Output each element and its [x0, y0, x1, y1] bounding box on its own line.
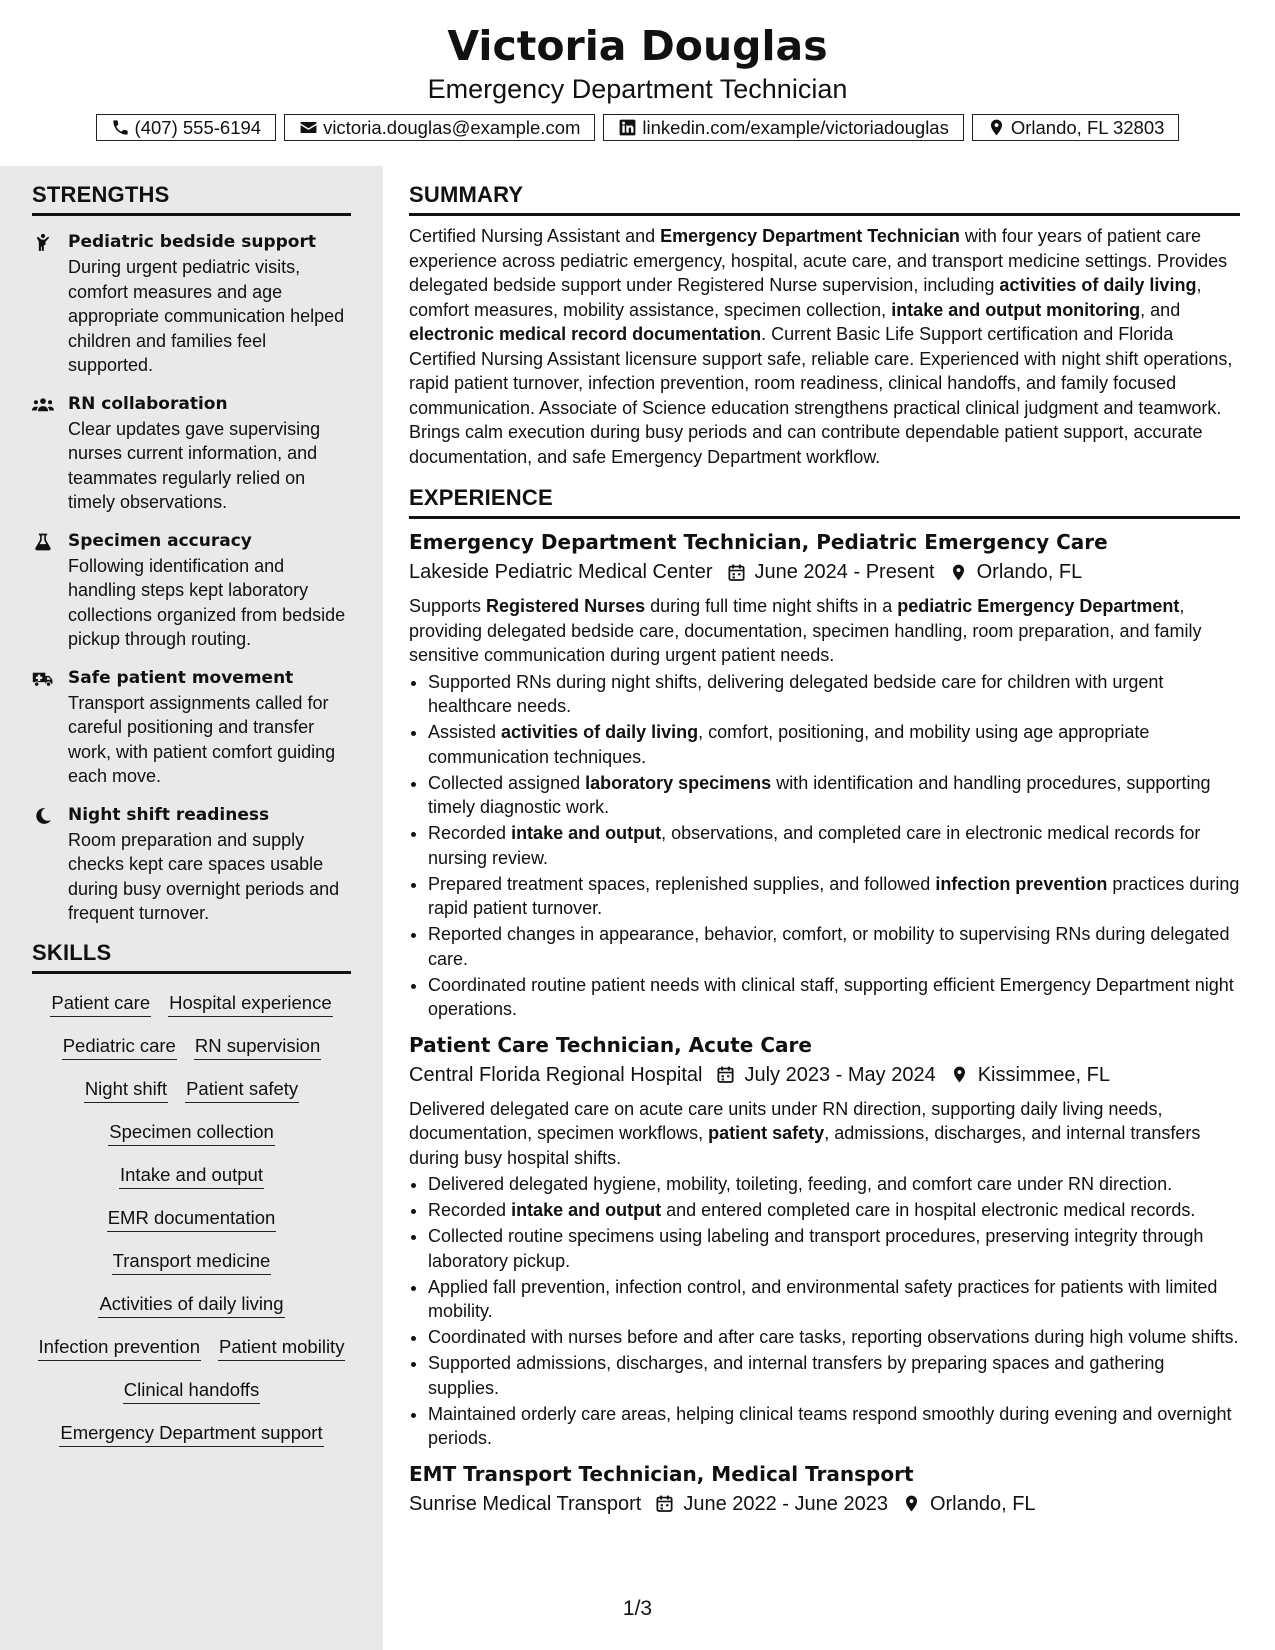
job-location: Orlando, FL [929, 1492, 1036, 1515]
contact-row [0, 114, 1275, 141]
job-bullet: • Maintained orderly care areas, helping clinical teams respond smoothly during evening and overnight periods. [428, 1402, 1240, 1451]
candidate-name: Victoria Douglas [447, 22, 828, 70]
job-meta [409, 1489, 1240, 1519]
skill-tag: Specimen collection [108, 1119, 275, 1146]
calendar-icon [655, 1494, 674, 1513]
skill-tag: Transport medicine [112, 1248, 272, 1275]
emphasis-text: pediatric Emergency Department [897, 596, 1180, 616]
job-location: Kissimmee, FL [977, 1063, 1110, 1086]
skill-tag: Infection prevention [38, 1334, 201, 1361]
strength-item [32, 392, 351, 515]
strength-item [32, 529, 351, 652]
emphasis-text: Emergency Department Technician [660, 226, 960, 246]
skill-tag: Night shift [84, 1076, 168, 1103]
job-bullet: • Recorded intake and output, observations, and completed care in electronic medical records for nursing review. [428, 821, 1240, 870]
emphasis-text: intake and output monitoring [891, 299, 1141, 320]
strength-desc: Room preparation and supply checks kept care spaces usable during busy overnight periods and frequent turnover. [68, 829, 340, 923]
strength-title: Night shift readiness [68, 804, 270, 825]
strengths-heading: STRENGTHS [32, 182, 351, 216]
people-group-icon [32, 395, 54, 415]
strength-title: Pediatric bedside support [68, 232, 316, 252]
summary-text: Certified Nursing Assistant and Emergency Department Technician with four years of patient care experience across pediatric emergency, hospital, acute care, and transport medicine settings. Provides delegated bedside support under Registered Nurse supervision, including activities of daily living, comfort measures, mobility assistance, specimen collection, intake and output monitoring, and electronic medical record documentation. Current Basic Life Support certification and Florida Certified Nursing Assistant licensure support safe, reliable care. Experienced with night shift operations, rapid patient turnover, infection prevention, room readiness, clinical handoffs, and family focused communication. Associate of Science education strengthens practical clinical judgment and teamwork. Brings calm execution during busy periods and can contribute dependable patient support, accurate documentation, and safe Emergency Department workflow. [409, 226, 1233, 467]
job-dates: June 2024 - Present [754, 561, 935, 583]
summary-heading: SUMMARY [409, 182, 1240, 216]
contact-linkedin-text: linkedin.com/example/victoriadouglas [642, 116, 949, 138]
skill-tag: Intake and output [119, 1162, 264, 1189]
strength-item [32, 230, 351, 378]
child-icon [32, 233, 54, 253]
job-title: Patient Care Technician, Acute Care [409, 1032, 812, 1057]
flask-icon [32, 532, 54, 552]
envelope-icon [299, 118, 318, 137]
job-bullet: • Recorded intake and output and entered completed care in hospital electronic medical records. [428, 1198, 1240, 1223]
skill-tag: Emergency Department support [59, 1420, 323, 1447]
job-entry [409, 1030, 1240, 1451]
emphasis-text: electronic medical record documentation [409, 324, 762, 344]
contact-phone[interactable] [96, 114, 277, 141]
job-bullets [409, 670, 1240, 1022]
ambulance-icon [32, 669, 54, 689]
emphasis-text: intake and output [511, 1200, 662, 1220]
job-dates: July 2023 - May 2024 [744, 1063, 936, 1086]
job-entry [409, 527, 1240, 1022]
job-bullet: • Reported changes in appearance, behavior, comfort, or mobility to supervising RNs during delegated care. [428, 922, 1240, 971]
emphasis-text: infection prevention [935, 873, 1108, 894]
location-pin-icon [902, 1494, 921, 1513]
location-pin-icon [949, 563, 968, 582]
emphasis-text: activities of daily living [501, 722, 699, 742]
calendar-icon [716, 1065, 735, 1084]
job-bullet: • Collected routine specimens using labeling and transport procedures, preserving integrity through laboratory pickup. [428, 1224, 1240, 1273]
strength-title: RN collaboration [68, 393, 228, 414]
job-bullet: • Coordinated routine patient needs with clinical staff, supporting efficient Emergency Department night operations. [428, 973, 1240, 1022]
job-bullet: • Delivered delegated hygiene, mobility, toileting, feeding, and comfort care under RN direction. [428, 1172, 1240, 1197]
job-meta [409, 557, 1240, 587]
strength-desc: Following identification and handling steps kept laboratory collections organized from bedside pickup through routing. [68, 555, 346, 649]
skills-heading: SKILLS [32, 940, 351, 974]
job-meta [409, 1060, 1240, 1090]
skill-tag: Patient safety [185, 1076, 299, 1103]
candidate-title: Emergency Department Technician [427, 74, 848, 104]
strength-desc: During urgent pediatric visits, comfort measures and age appropriate communication helped children and families feel supported. [68, 257, 345, 375]
contact-email-text: victoria.douglas@example.com [323, 116, 581, 138]
contact-linkedin[interactable] [603, 114, 963, 141]
job-bullet: • Supported RNs during night shifts, delivering delegated bedside care for children with urgent healthcare needs. [428, 670, 1240, 719]
skill-tag: Patient care [50, 990, 151, 1017]
page-number: 1/3 [622, 1597, 653, 1620]
skills-list [32, 988, 351, 1447]
emphasis-text: activities of daily living [999, 275, 1197, 295]
job-bullet: • Supported admissions, discharges, and internal transfers by preparing spaces and gathering supplies. [428, 1351, 1240, 1400]
emphasis-text: patient safety [708, 1123, 825, 1143]
job-dates: June 2022 - June 2023 [683, 1492, 888, 1515]
emphasis-text: intake and output [511, 823, 662, 843]
moon-icon [32, 806, 54, 826]
strength-item [32, 666, 351, 789]
job-bullets [409, 1172, 1240, 1451]
job-entry [409, 1459, 1240, 1519]
job-bullet: • Prepared treatment spaces, replenished supplies, and followed infection prevention practices during rapid patient turnover. [428, 872, 1240, 921]
strength-item [32, 803, 351, 926]
skill-tag: Activities of daily living [98, 1291, 284, 1318]
job-title: EMT Transport Technician, Medical Transport [409, 1461, 914, 1486]
job-location: Orlando, FL [976, 561, 1083, 583]
strength-desc: Clear updates gave supervising nurses current information, and teammates regularly relied on timely observations. [68, 418, 321, 512]
skill-tag: RN supervision [194, 1033, 321, 1060]
skill-tag: Hospital experience [168, 990, 332, 1017]
strength-title: Specimen accuracy [68, 530, 252, 551]
skill-tag: Clinical handoffs [123, 1377, 260, 1404]
contact-phone-text: (407) 555-6194 [134, 116, 262, 138]
job-bullet: • Assisted activities of daily living, comfort, positioning, and mobility using age appropriate communication techniques. [428, 720, 1240, 769]
job-org: Central Florida Regional Hospital [409, 1063, 703, 1086]
job-title: Emergency Department Technician, Pediatric Emergency Care [409, 530, 1108, 554]
job-bullet: • Collected assigned laboratory specimens with identification and handling procedures, supporting timely diagnostic work. [428, 771, 1240, 820]
skill-tag: Patient mobility [218, 1334, 345, 1361]
job-bullet: • Coordinated with nurses before and after care tasks, reporting observations during high volume shifts. [428, 1325, 1240, 1350]
job-bullet: • Applied fall prevention, infection control, and environmental safety practices for patients with limited mobility. [428, 1275, 1240, 1324]
contact-location [972, 114, 1180, 141]
linkedin-icon [618, 118, 637, 137]
location-pin-icon [987, 118, 1006, 137]
strength-title: Safe patient movement [68, 667, 294, 688]
contact-location-text: Orlando, FL 32803 [1010, 116, 1165, 138]
job-org: Sunrise Medical Transport [409, 1492, 642, 1515]
phone-icon [111, 118, 130, 137]
job-description: Supports Registered Nurses during full time night shifts in a pediatric Emergency Department, providing delegated bedside care, documentation, specimen handling, room preparation, and family sensitive communication during urgent patient needs. [409, 596, 1202, 665]
main-column [409, 182, 1240, 1526]
experience-heading: EXPERIENCE [409, 485, 1240, 519]
strength-desc: Transport assignments called for careful positioning and transfer work, with patient comfort guiding each move. [68, 692, 336, 786]
location-pin-icon [950, 1065, 969, 1084]
sidebar [32, 182, 351, 1447]
skill-tag: Pediatric care [62, 1033, 177, 1060]
emphasis-text: Registered Nurses [486, 596, 646, 616]
skill-tag: EMR documentation [107, 1205, 277, 1232]
calendar-icon [727, 563, 746, 582]
contact-email[interactable] [284, 114, 595, 141]
job-description: Delivered delegated care on acute care units under RN direction, supporting daily living needs, documentation, specimen workflows, patient safety, admissions, discharges, and internal transfers during busy hospital shifts. [409, 1098, 1201, 1168]
emphasis-text: laboratory specimens [585, 772, 772, 793]
job-org: Lakeside Pediatric Medical Center [409, 561, 713, 583]
